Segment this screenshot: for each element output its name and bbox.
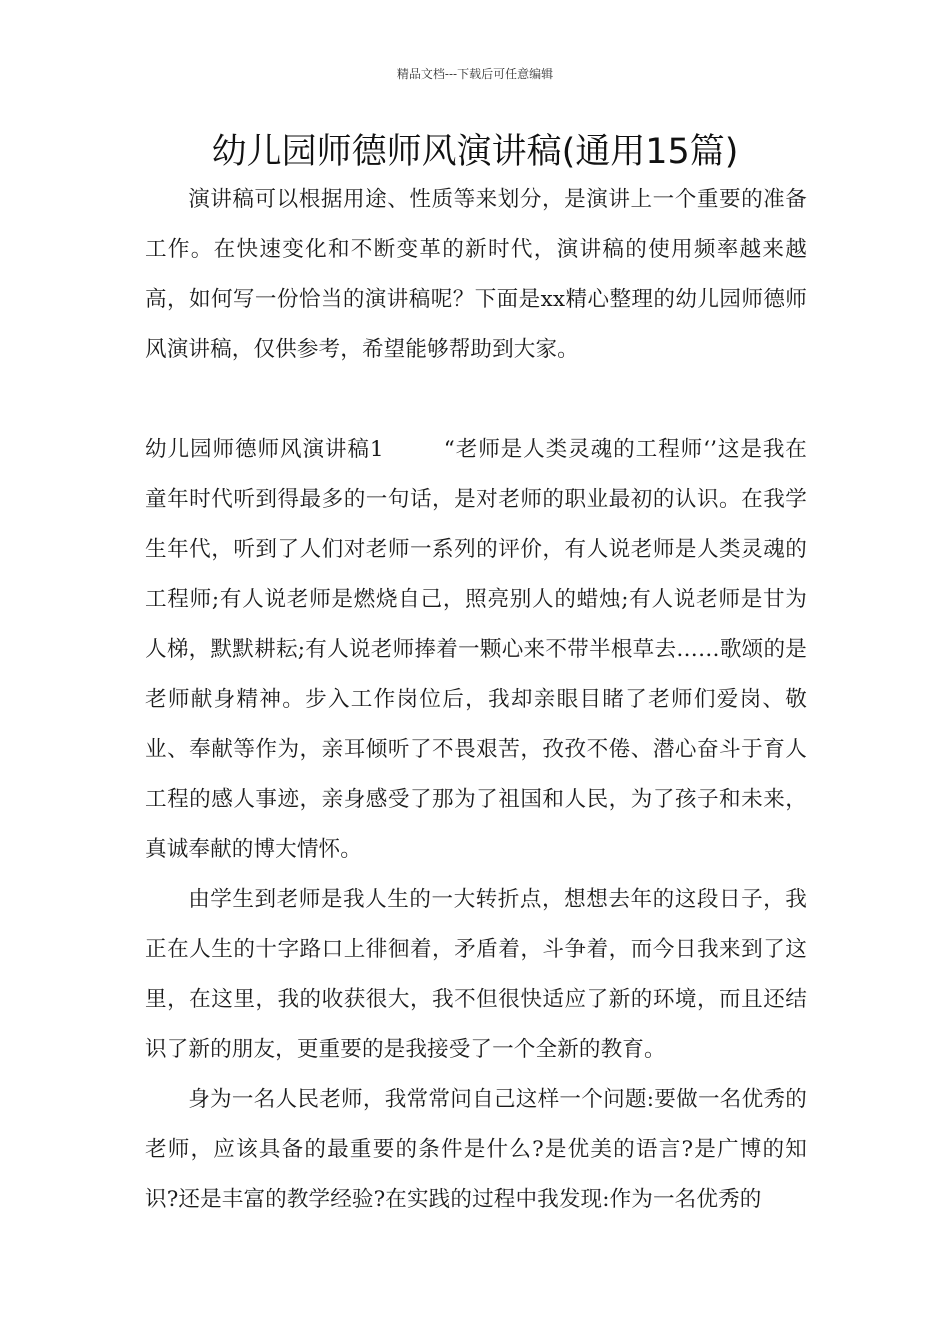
paragraph-2: 由学生到老师是我人生的一大转折点，想想去年的这段日子，我正在人生的十字路口上徘徊着，矛盾着，斗争着，而今日我来到了这里，在这里，我的收获很大，我不但很快适应了新的环境，而且还结识了新的朋友，更重要的是我接受了一个全新的教育。	[145, 887, 807, 1062]
intro-paragraph: 演讲稿可以根据用途、性质等来划分，是演讲上一个重要的准备工作。在快速变化和不断变革的新时代，演讲稿的使用频率越来越高，如何写一份恰当的演讲稿呢？下面是xx精心整理的幼儿园师德师风演讲稿，仅供参考，希望能够帮助到大家。	[145, 187, 807, 362]
speech-1-paragraph	[145, 425, 807, 875]
document-title: 幼儿园师德师风演讲稿(通用15篇)	[211, 132, 739, 172]
page-header: 精品文档---下载后可任意编辑	[396, 67, 554, 81]
speech-1-text: “老师是人类灵魂的工程师‘’这是我在童年时代听到得最多的一句话，是对老师的职业最初的认识。在我学生年代，听到了人们对老师一系列的评价，有人说老师是人类灵魂的工程师;有人说老师是燃烧自己，照亮别人的蜡烛;有人说老师是甘为人梯，默默耕耘;有人说老师捧着一颗心来不带半根草去……歌颂的是老师献身精神。步入工作岗位后，我却亲眼目睹了老师们爱岗、敬业、奉献等作为，亲耳倾听了不畏艰苦，孜孜不倦、潜心奋斗于育人工程的感人事迹，亲身感受了那为了祖国和人民，为了孩子和未来，真诚奉献的博大情怀。	[145, 437, 807, 862]
speech-1-heading: 幼儿园师德师风演讲稿1	[145, 437, 384, 462]
paragraph-3: 身为一名人民老师，我常常问自己这样一个问题:要做一名优秀的老师，应该具备的最重要的条件是什么?是优美的语言?是广博的知识?还是丰富的教学经验?在实践的过程中我发现:作为一名优秀的	[145, 1087, 807, 1212]
